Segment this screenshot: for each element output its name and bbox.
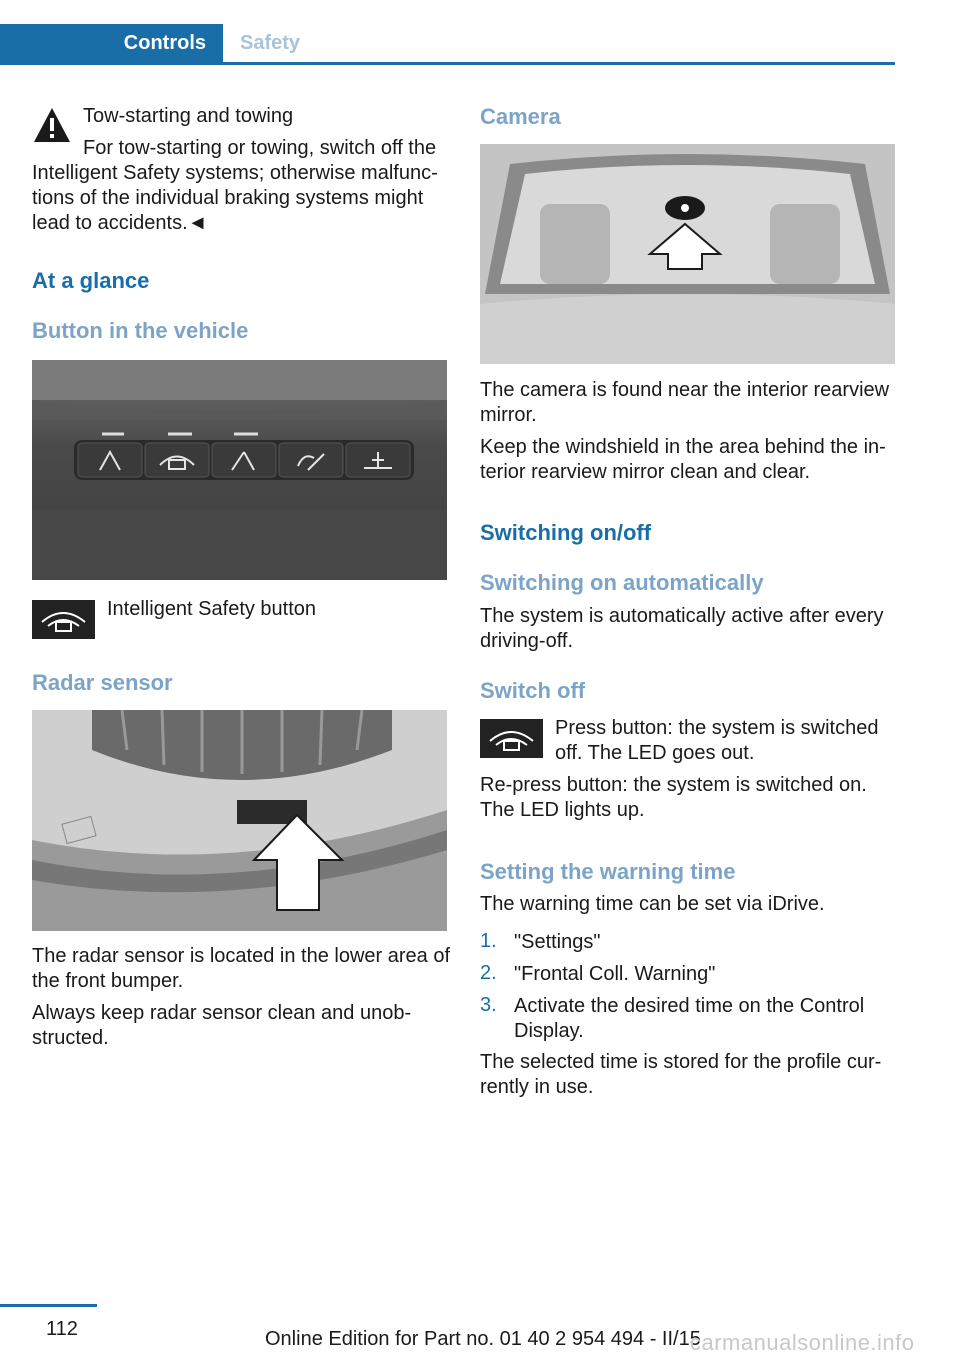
warning-text-line: tions of the individual braking systems might xyxy=(32,187,424,209)
off-text-line: Press button: the system is switched xyxy=(555,717,879,739)
warning-text-line: Intelligent Safety systems; otherwise malfunc- xyxy=(32,162,438,184)
heading-camera: Camera xyxy=(480,104,561,129)
watermark: carmanualsonline.info xyxy=(690,1330,915,1355)
off-text-line: off. The LED goes out. xyxy=(555,742,755,764)
warning-time-text: The warning time can be set via iDrive. xyxy=(480,893,825,915)
heading-button-in-vehicle: Button in the vehicle xyxy=(32,318,249,343)
heading-switching-on-off: Switching on/off xyxy=(480,520,652,545)
list-item-number: 1. xyxy=(480,930,497,952)
warning-title: Tow-starting and towing xyxy=(83,105,294,127)
list-item: Display. xyxy=(514,1020,584,1042)
button-caption: Intelligent Safety button xyxy=(107,598,317,620)
radar-text-line: The radar sensor is located in the lower area of xyxy=(32,945,450,967)
header-tabs xyxy=(0,24,895,65)
repress-text-line: Re-press button: the system is switched on. xyxy=(480,774,867,796)
heading-radar-sensor: Radar sensor xyxy=(32,670,173,695)
warning-text-line: lead to accidents.◄ xyxy=(32,212,208,234)
camera-text-line: terior rearview mirror clean and clear. xyxy=(480,461,811,483)
heading-setting-warning-time: Setting the warning time xyxy=(480,859,736,884)
footer-rule xyxy=(0,1304,97,1307)
page-number: 112 xyxy=(46,1318,78,1340)
list-item: "Settings" xyxy=(514,931,601,953)
edition-text: Online Edition for Part no. 01 40 2 954 494 - II/15 xyxy=(265,1328,701,1350)
auto-text-line: driving-off. xyxy=(480,630,574,652)
tab-safety[interactable]: Safety xyxy=(240,32,301,54)
repress-text-line: The LED lights up. xyxy=(480,799,645,821)
list-item-number: 3. xyxy=(480,994,497,1016)
radar-text-line: structed. xyxy=(32,1027,109,1049)
intelligent-safety-button-icon xyxy=(480,719,543,758)
stored-text-line: rently in use. xyxy=(480,1076,594,1098)
tab-controls[interactable]: Controls xyxy=(0,24,223,62)
heading-switching-on-automatically: Switching on automatically xyxy=(480,570,764,595)
warning-text-line: For tow-starting or towing, switch off the xyxy=(83,137,437,159)
camera-image xyxy=(480,144,895,364)
heading-at-a-glance: At a glance xyxy=(32,268,150,293)
stored-text-line: The selected time is stored for the profile cur- xyxy=(480,1051,882,1073)
auto-text-line: The system is automatically active after every xyxy=(480,605,884,627)
radar-text-line: Always keep radar sensor clean and unob- xyxy=(32,1002,412,1024)
warning-triangle-icon xyxy=(32,106,72,146)
list-item: Activate the desired time on the Control xyxy=(514,995,865,1017)
list-item-number: 2. xyxy=(480,962,497,984)
camera-text-line: mirror. xyxy=(480,404,537,426)
list-item: "Frontal Coll. Warning" xyxy=(514,963,716,985)
radar-sensor-image xyxy=(32,710,447,931)
camera-text-line: Keep the windshield in the area behind the in- xyxy=(480,436,886,458)
intelligent-safety-button-icon xyxy=(32,600,95,639)
heading-switch-off: Switch off xyxy=(480,678,586,703)
button-panel-image xyxy=(32,360,447,580)
radar-text-line: the front bumper. xyxy=(32,970,184,992)
camera-text-line: The camera is found near the interior rearview xyxy=(480,379,890,401)
